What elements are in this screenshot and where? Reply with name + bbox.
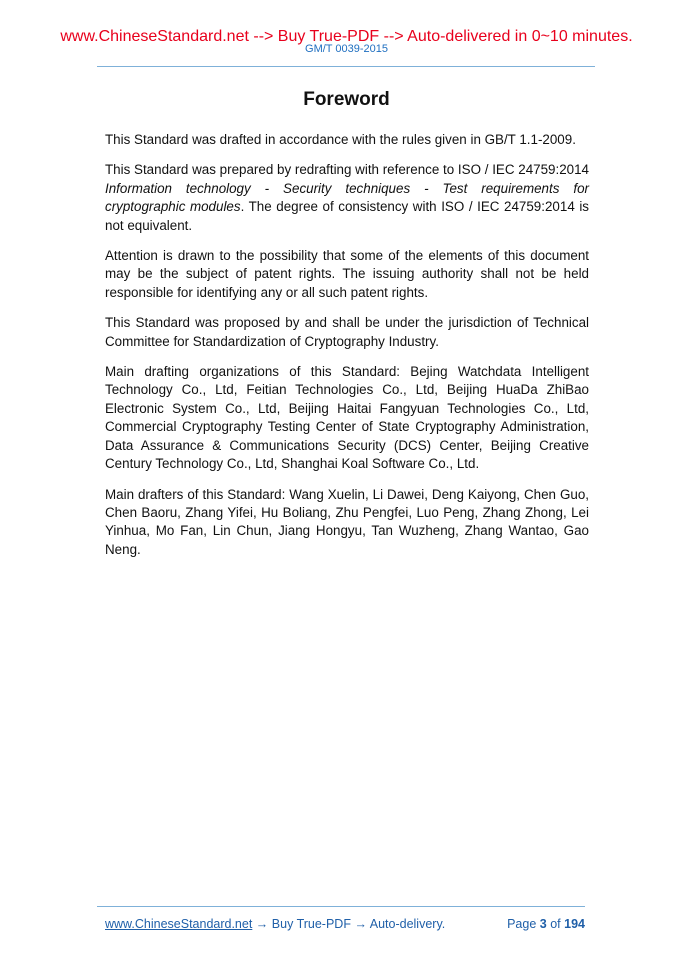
arrow-right-icon: →: [354, 917, 367, 931]
footer-divider: [97, 906, 585, 907]
paragraph-reference: [105, 161, 589, 235]
promo-banner[interactable]: www.ChineseStandard.net --> Buy True-PDF --> Auto-delivered in 0~10 minutes.: [60, 28, 633, 45]
referenced-standard-title: Information technology - Security techniques - Test requirements for cryptographic modules: [105, 180, 589, 215]
standard-code: GM/T 0039-2015: [305, 43, 388, 55]
page-number: [507, 916, 585, 932]
document-body: [105, 131, 589, 559]
paragraph-reference-end: . The degree of consistency with ISO / IEC 24759:2014 is not equivalent.: [105, 199, 590, 233]
paragraph-drafters: Main drafters of this Standard: Wang Xuelin, Li Dawei, Deng Kaiyong, Chen Guo, Chen Baoru, Zhang Yifei, Hu Boliang, Zhu Pengfei, Luo Peng, Zhang Zhong, Lei Yinhua, Mo Fan, Lin Chun, Jiang Hongyu, Tan Wuzheng, Zhang Wantao, Gao Neng.: [105, 486, 589, 557]
page-of: of: [550, 917, 561, 931]
page-total: 194: [564, 917, 585, 931]
buy-link[interactable]: Buy True-PDF: [271, 917, 351, 931]
paragraph-jurisdiction: This Standard was proposed by and shall be under the jurisdiction of Technical Committee for Standardization of Cryptography Industry.: [105, 315, 589, 349]
page-current: 3: [539, 917, 547, 931]
footer-links: [105, 916, 445, 932]
page-title: Foreword: [303, 89, 390, 110]
page-label: Page: [507, 917, 537, 931]
arrow-right-icon: →: [255, 917, 269, 931]
paragraph-reference-start: This Standard was prepared by redrafting with reference to ISO / IEC 24759:2014: [105, 162, 589, 178]
site-link[interactable]: www.ChineseStandard.net: [105, 917, 253, 931]
header-divider: [97, 66, 595, 67]
delivery-text: Auto-delivery.: [369, 917, 446, 931]
paragraph-drafting-organizations: Main drafting organizations of this Standard: Bejing Watchdata Intelligent Technology Co., Ltd, Feitian Technologies Co., Ltd, Beijing HuaDa ZhiBao Electronic System Co., Ltd, Beijing Haitai Fangyuan Technologies Co., Ltd, Commercial Cryptography Testing Center of State Cryptography Administration, Data Assurance & Communications Security (DCS) Center, Beijing Creative Century Technology Co., Ltd, Shanghai Koal Software Co., Ltd.: [105, 364, 589, 472]
paragraph-patent-notice: Attention is drawn to the possibility that some of the elements of this document may be the subject of patent rights. The issuing authority shall not be held responsible for identifying any or all such patent rights.: [105, 248, 589, 300]
paragraph-drafting-rules: This Standard was drafted in accordance with the rules given in GB/T 1.1-2009.: [105, 132, 576, 147]
